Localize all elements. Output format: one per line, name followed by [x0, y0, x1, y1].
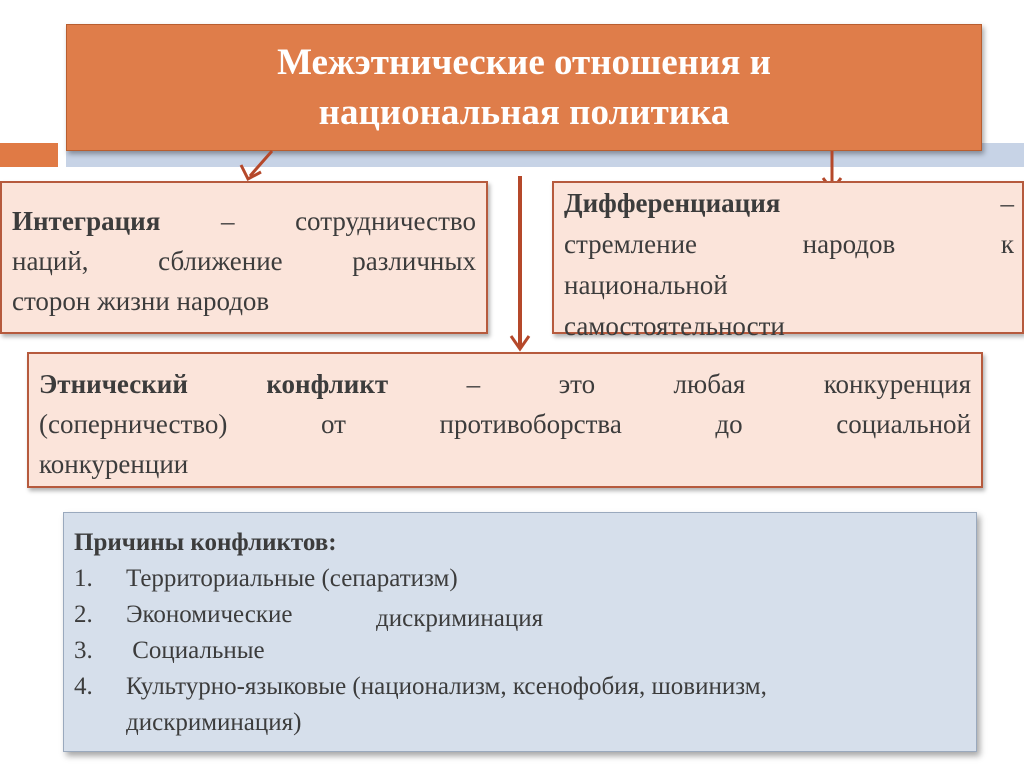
conflict-line-2: (соперничество) от противоборства до социальной — [39, 409, 971, 439]
list-item: дискриминация) — [126, 709, 302, 736]
differentiation-line-1: Дифференциация – — [564, 188, 1014, 218]
conflict-box — [27, 352, 983, 488]
integration-term: Интеграция — [12, 206, 161, 236]
list-item: 1. Территориальные (сепаратизм) — [74, 565, 458, 592]
differentiation-box — [552, 181, 1024, 341]
conflict-line-1: Этнический конфликт – это любая конкуренция — [39, 369, 971, 399]
differentiation-term: Дифференциация — [564, 188, 781, 218]
integration-box — [0, 181, 488, 334]
list-item: 3. Социальные — [74, 637, 265, 664]
integration-line-3: сторон жизни народов — [12, 286, 270, 316]
differentiation-line-3: национальной — [564, 270, 728, 300]
title-line-1: Межэтнические отношения и — [277, 41, 771, 83]
conflict-line-3: конкуренции — [39, 449, 189, 479]
differentiation-line-4: самостоятельности — [564, 311, 785, 341]
integration-line-1: Интеграция – сотрудничество — [12, 206, 476, 236]
brace-label-discrimination: дискриминация — [376, 605, 544, 632]
list-item: 2. Экономические — [74, 601, 293, 628]
list-item: 4. Культурно-языковые (национализм, ксенофобия, шовинизм, — [74, 673, 767, 700]
title-line-2: национальная политика — [318, 91, 730, 133]
differentiation-line-2: стремление народов к — [564, 229, 1014, 259]
integration-line-2: наций, сближение различных — [12, 246, 476, 276]
causes-title: Причины конфликтов: — [74, 529, 337, 556]
conflict-term: Этнический конфликт — [39, 369, 389, 399]
